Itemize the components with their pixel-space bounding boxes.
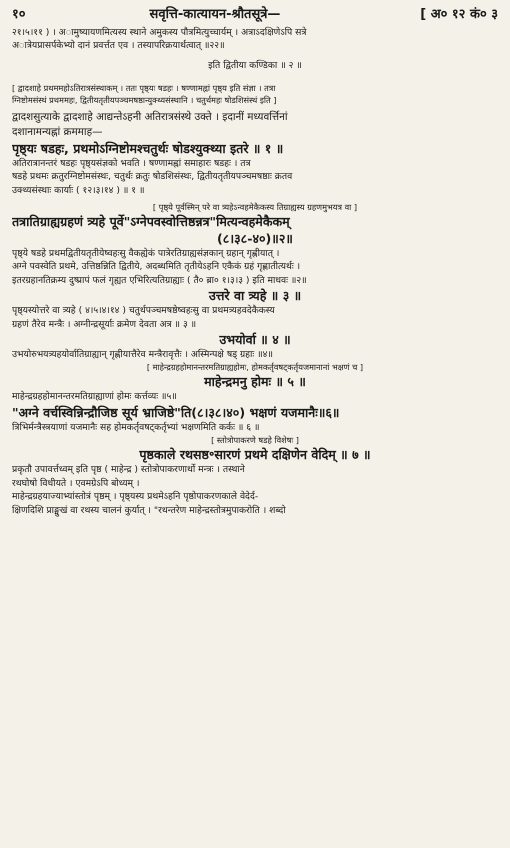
commentary-line: त्रिभिर्मन्त्रैस्त्रयाणां यजमानैः सह होमकर्तृवषट्कर्तृभ्यां भक्षणमिति कर्कः ॥ ६ ॥ bbox=[12, 421, 260, 433]
text-line: अात्रेयप्रासर्पकेभ्यो दानं प्रवर्त्तत एव । तस्यापरिक्रयार्थत्वात् ॥२२॥ bbox=[12, 40, 225, 52]
commentary-line: उक्थ्यसंस्थाः कार्याः ( १२।३।१४ ) ॥ १ ॥ bbox=[12, 184, 145, 196]
page-number: १० bbox=[12, 7, 26, 22]
sutra-3: उत्तरे वा त्र्यहे ॥ ३ ॥ bbox=[208, 288, 302, 304]
summary-bracket: [ द्वादशाहे प्रथममहोऽतिरात्रसंस्थाकम् । ततः पृष्ठ्यः षडहः । षण्णामह्नां पृष्ठ्य इति संज्ञा । तत्रा bbox=[12, 82, 276, 93]
commentary-line: प्रकृतौ उपावर्त्तध्वम् इति पृष्ठ ( माहेन्द्र ) स्तोत्रोपाकरणार्थो मन्त्रः । तस्थाने bbox=[12, 464, 245, 476]
sutra-4: उभयोर्वा ॥ ४ ॥ bbox=[219, 332, 291, 348]
sutra-2: तत्रातिग्राह्यग्रहणं त्र्यहे पूर्वे"ऽग्नेपवस्वोत्तिष्ठन्नत्र"मित्यन्वहमेकैकम् bbox=[12, 214, 290, 230]
commentary-line: इतरग्रहानतिक्रम्य दुष्प्रापं फलं गृह्यत एभिरित्यतिग्राह्याः ( तै० ब्रा० १।३।३ ) इति माधवः ॥२॥ bbox=[12, 274, 307, 286]
running-title: सवृत्ति-कात्यायन-श्रौतसूत्रे— bbox=[149, 7, 281, 22]
kandika-end: इति द्वितीया कण्डिका ॥ २ ॥ bbox=[208, 59, 302, 71]
sutra-2-ref: (८।३८-४०)॥२॥ bbox=[217, 231, 293, 247]
summary-bracket: [ पृष्ठ्ये पूर्वस्मिन् परे वा त्र्यहेऽन्वहमेकैकस्य तिग्राह्यस्य ग्रहणमुभयत्र वा ] bbox=[152, 202, 358, 213]
sutra-6: "अग्ने वर्चस्विन्निन्द्रौजिष्ठ सूर्य भ्राजिष्ठे"ति(८।३८।४०) भक्षणं यजमानैः॥६॥ bbox=[12, 404, 340, 420]
sutra-5: माहेन्द्रमनु होमः ॥ ५ ॥ bbox=[204, 374, 306, 390]
commentary-line: माहेन्द्रग्रहहोमानन्तरमतिग्राह्याणां होमः कर्त्तव्यः ॥५॥ bbox=[12, 391, 177, 403]
commentary-line: अग्ने पवस्वेति प्रथमे, उत्तिष्ठन्निति द्वितीये, अदब्धमिति तृतीयेऽहनि एकैकं ग्रहं गृह्णातीत्यर्थः । bbox=[12, 261, 301, 273]
commentary-line: ग्रहणं तैरेव मन्त्रैः । अग्नीन्द्रसूर्याः क्रमेण देवता अत्र ॥ ३ ॥ bbox=[12, 318, 197, 330]
commentary-line: षडहे प्रथमः क्रतुरग्निष्टोमसंस्थः, चतुर्थः क्रतुः षोडशिसंस्थः, द्वितीयतृतीयपञ्चमषष्ठाः क्रतव bbox=[12, 171, 293, 183]
commentary-line: पृष्ठ्ये षडहे प्रथमद्वितीयतृतीयेष्वहःसु वैकह्येकं पात्रेरतिग्राह्यसंज्ञकान् ग्रहान् गृह्णीयात् । bbox=[12, 248, 280, 260]
intro-text: द्वादशसुत्याके द्वादशाहे आद्यन्तेऽहनी अतिरात्रसंस्थे उक्ते । इदानीं मध्यवर्त्तिनां bbox=[12, 110, 288, 123]
commentary-line: उभयोरुभयत्र्यहयोर्वातिग्राह्यान् गृह्णीयात्तैरेव मन्त्रैरावृत्तैः । अस्मिन्पक्षे षड् ग्रहाः ॥४॥ bbox=[12, 349, 273, 361]
sutra-1: पृष्ठ्यः षडहः, प्रथमोऽग्निष्टोमश्चतुर्थः षोडश्युक्थ्या इतरे ॥ १ ॥ bbox=[12, 140, 284, 156]
commentary-line: रथघोषो विधीयते । एवमग्रेऽपि बोध्यम् । bbox=[12, 477, 140, 489]
summary-bracket: ग्निष्टोमसंस्थं प्रथममहः, द्वितीयतृतीयपञ्चमषष्ठान्युक्थ्यसंस्थानि । चतुर्थमहः षोडशिसंस्थं इति ] bbox=[12, 94, 277, 105]
intro-text: दशानामन्यह्नां क्रममाह— bbox=[12, 125, 103, 138]
commentary-line: पृष्ठ्यस्योत्तरे वा त्र्यहे ( ४।५।४।१४ ) चतुर्थपञ्चमषष्ठेष्वहःसु वा प्रथमत्र्यहवदेकैकस्य bbox=[12, 305, 275, 317]
section-reference: [ अ० १२ कं० ३ bbox=[420, 7, 498, 22]
text-line: २१।५।११ ) । अामुष्यायणमित्यस्य स्थाने अमुकस्य पौत्रमित्युच्चार्यम् । अत्राऽदक्षिणेऽपि सत्रे bbox=[12, 27, 307, 38]
summary-bracket: [ स्तोत्रोपाकरणे षडहे विशेषः ] bbox=[211, 435, 299, 446]
commentary-line: अतिरात्रानन्तरं षडहः पृष्ठ्यसंज्ञको भवति । षण्णामह्नां समाहारः षडहः । तत्र bbox=[12, 157, 251, 169]
commentary-line: क्षिणदिशि प्राङ्मुखं वा रथस्य चालनं कुर्यात् । "रथन्तरेण माहेन्द्रस्तोत्रमुपाकरोति । शब्दो bbox=[12, 504, 286, 516]
page-header bbox=[12, 4, 498, 26]
sutra-7: पृष्ठकाले रथसष्ठ॰सारणं प्रथमे दक्षिणेन वेदिम् ॥ ७ ॥ bbox=[139, 447, 371, 463]
summary-bracket: [ माहेन्द्रग्रहहोमानन्तरमतिग्राह्यहोमः, होमकर्तृवषट्कर्तृयजमानानां भक्षणं च ] bbox=[146, 362, 364, 373]
commentary-line: माहेन्द्रग्रहयाज्याभ्यांस्तोत्रं पृष्ठम् । पृष्ठ्यस्य प्रथमेऽहनि पृष्ठोपाकरणकाले वेदेर्द- bbox=[12, 491, 259, 503]
